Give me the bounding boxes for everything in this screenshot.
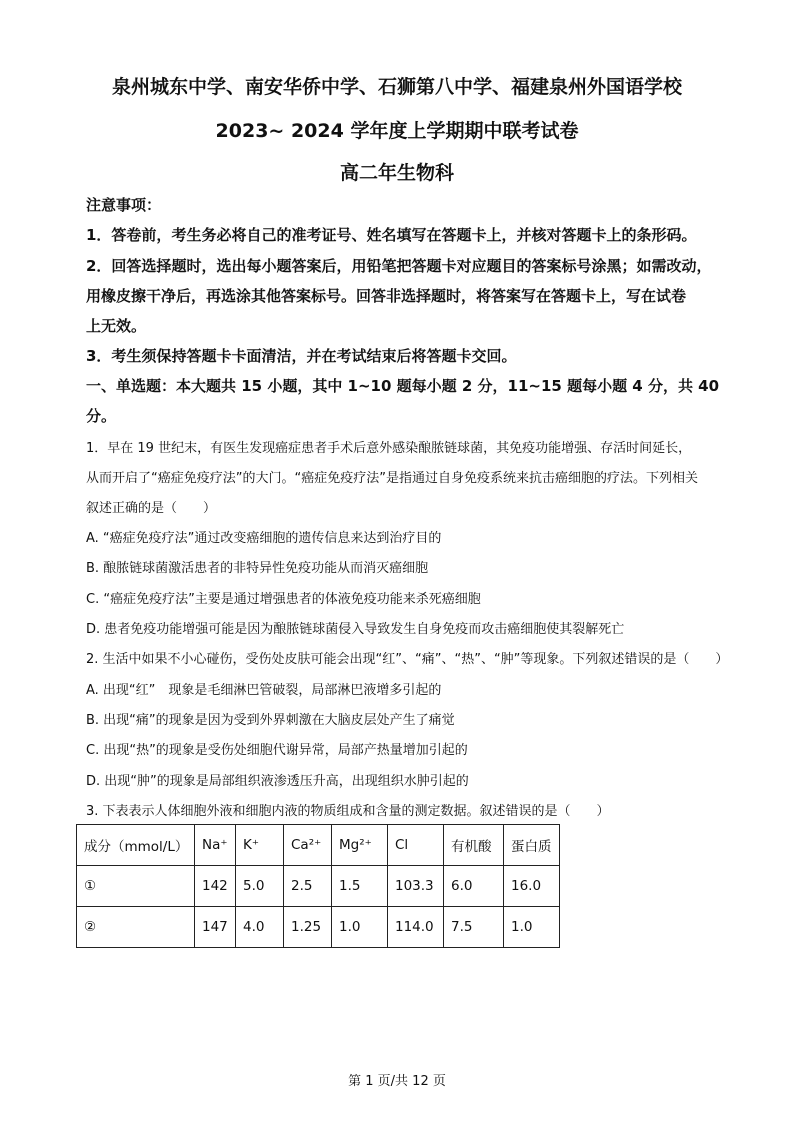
table-cell: 6.0 [444, 866, 504, 907]
table-header-cell: Mg²⁺ [332, 825, 388, 866]
q1-option-a: A. “癌症免疫疗法”通过改变癌细胞的遗传信息来达到治疗目的 [86, 531, 442, 546]
q3-stem: 3. 下表表示人体细胞外液和细胞内液的物质组成和含量的测定数据。叙述错误的是（ ） [86, 804, 610, 819]
table-cell: 16.0 [504, 866, 560, 907]
table-header-cell: Na⁺ [195, 825, 236, 866]
table-header-cell: K⁺ [236, 825, 284, 866]
q1-option-c: C. “癌症免疫疗法”主要是通过增强患者的体液免疫功能来杀死癌细胞 [86, 592, 481, 607]
table-cell: 142 [195, 866, 236, 907]
q1-stem-line-3: 叙述正确的是（ ） [86, 501, 217, 516]
table-cell: 147 [195, 907, 236, 948]
table-cell: 1.25 [284, 907, 332, 948]
notes-line-2: 2．回答选择题时，选出每小题答案后，用铅笔把答题卡对应题目的答案标号涂黑；如需改动， [86, 257, 712, 275]
table-cell: 5.0 [236, 866, 284, 907]
notes-line-5: 3．考生须保持答题卡卡面清洁，并在考试结束后将答题卡交回。 [86, 347, 517, 365]
table-header-row [77, 825, 560, 866]
section-heading-cont: 分。 [86, 407, 117, 425]
subject-title: 高二年生物科 [339, 162, 454, 184]
q1-option-d: D. 患者免疫功能增强可能是因为酿脓链球菌侵入导致发生自身免疫而攻击癌细胞使其裂解死亡 [86, 622, 625, 637]
section-heading: 一、单选题：本大题共 15 小题，其中 1~10 题每小题 2 分，11~15 题每小题 4 分，共 40 [86, 377, 720, 395]
q2-option-d: D. 出现“肿”的现象是局部组织液渗透压升高，出现组织水肿引起的 [86, 774, 469, 789]
table-cell: 114.0 [388, 907, 444, 948]
q2-option-a: A. 出现“红” 现象是毛细淋巴管破裂，局部淋巴液增多引起的 [86, 683, 442, 698]
exam-title: 2023~ 2024 学年度上学期期中联考试卷 [215, 120, 579, 142]
table-header-cell: Ca²⁺ [284, 825, 332, 866]
table-cell: 1.0 [332, 907, 388, 948]
composition-table [76, 824, 560, 948]
page-number: 第 1 页/共 12 页 [348, 1074, 446, 1089]
table-cell: 7.5 [444, 907, 504, 948]
q1-stem-line-1: 1．早在 19 世纪末，有医生发现癌症患者手术后意外感染酿脓链球菌，其免疫功能增强、存活时间延长， [86, 441, 692, 456]
table-cell: 103.3 [388, 866, 444, 907]
q2-option-c: C. 出现“热”的现象是受伤处细胞代谢异常，局部产热量增加引起的 [86, 743, 468, 758]
table-row [77, 907, 560, 948]
notes-line-1: 1．答卷前，考生务必将自己的准考证号、姓名填写在答题卡上，并核对答题卡上的条形码。 [86, 226, 697, 244]
table-header-cell: 有机酸 [444, 825, 504, 866]
q1-option-b: B. 酿脓链球菌激活患者的非特异性免疫功能从而消灭癌细胞 [86, 561, 429, 576]
schools-title: 泉州城东中学、南安华侨中学、石狮第八中学、福建泉州外国语学校 [111, 76, 682, 98]
table-cell: 2.5 [284, 866, 332, 907]
table-cell: 4.0 [236, 907, 284, 948]
table-cell: ② [77, 907, 195, 948]
table-cell: 1.5 [332, 866, 388, 907]
notes-heading: 注意事项： [86, 196, 162, 214]
table-header-cell: 蛋白质 [504, 825, 560, 866]
q1-stem-line-2: 从而开启了“癌症免疫疗法”的大门。“癌症免疫疗法”是指通过自身免疫系统来抗击癌细胞的疗法。下列相关 [86, 471, 698, 486]
table-header-cell: Cl [388, 825, 444, 866]
q2-stem: 2. 生活中如果不小心碰伤，受伤处皮肤可能会出现“红”、“痛”、“热”、“肿”等现象。下列叙述错误的是（ ） [86, 652, 729, 667]
table-header-cell: 成分（mmol/L） [77, 825, 195, 866]
table-cell: ① [77, 866, 195, 907]
notes-line-3: 用橡皮擦干净后，再选涂其他答案标号。回答非选择题时，将答案写在答题卡上，写在试卷 [86, 287, 687, 305]
table-cell: 1.0 [504, 907, 560, 948]
q2-option-b: B. 出现“痛”的现象是因为受到外界刺激在大脑皮层处产生了痛觉 [86, 713, 455, 728]
table-row [77, 866, 560, 907]
notes-line-4: 上无效。 [86, 317, 147, 335]
